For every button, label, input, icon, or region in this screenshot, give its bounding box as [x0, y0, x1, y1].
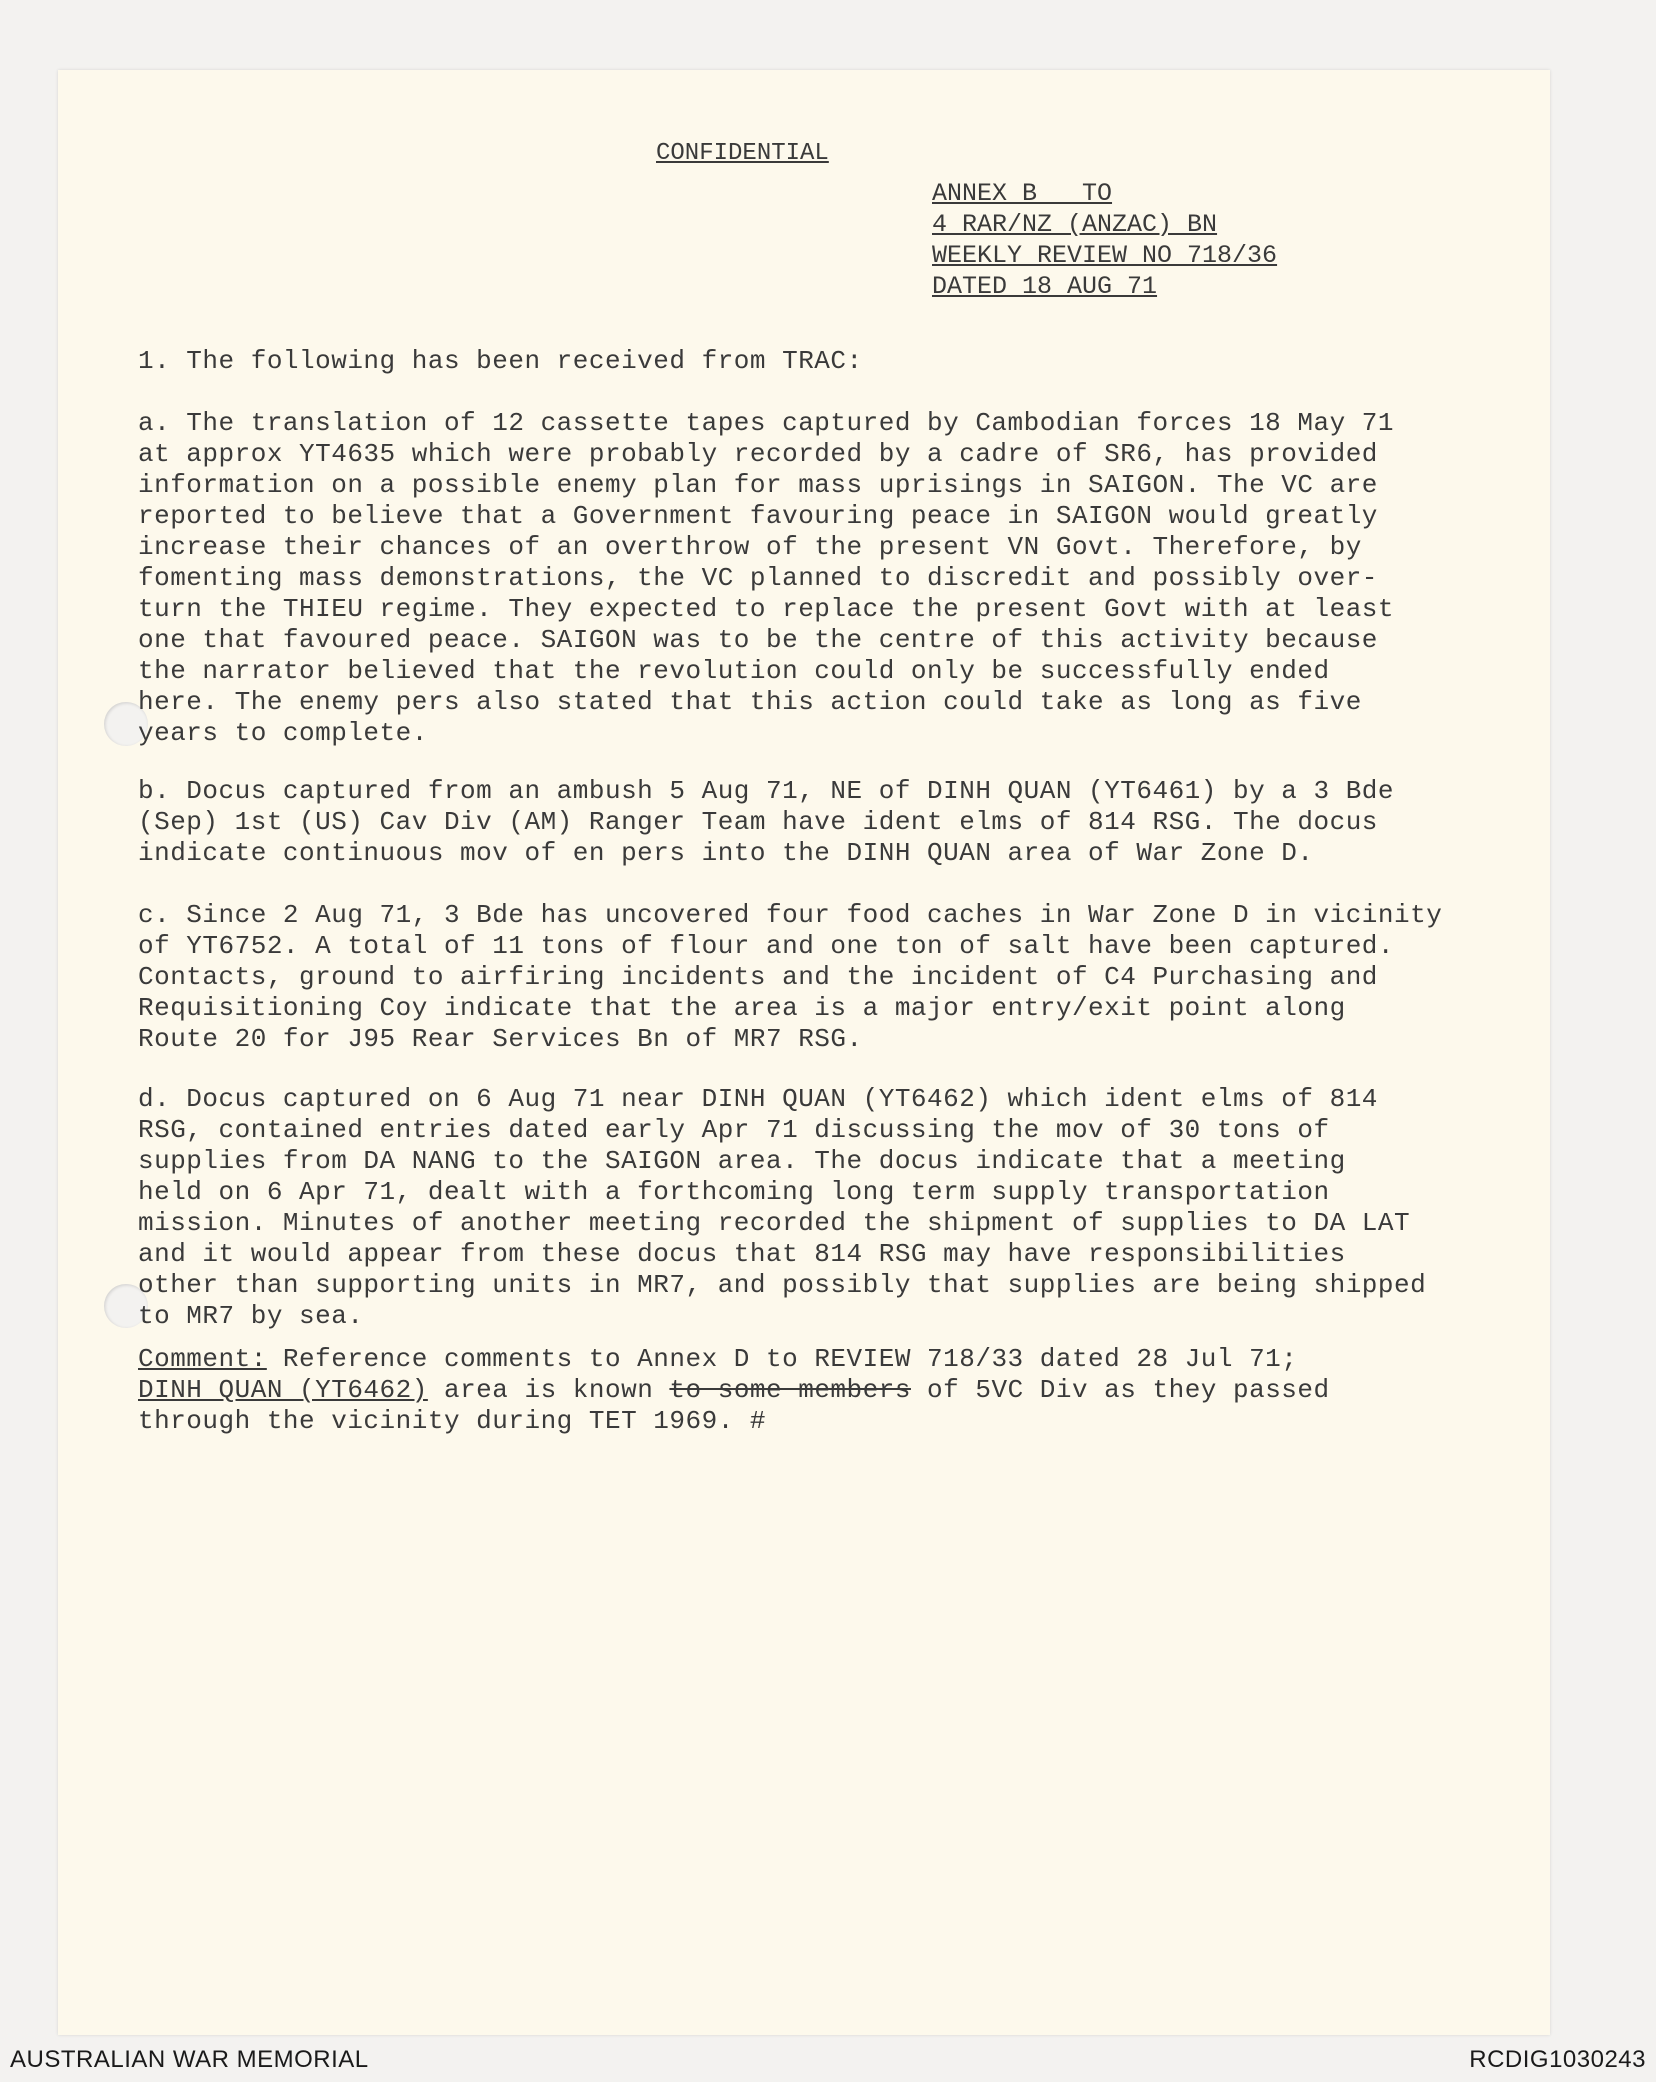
text-line: turn the THIEU regime. They expected to replace the present Govt with at least: [138, 594, 1394, 624]
comment-line: [138, 1344, 1330, 1375]
text-line: of YT6752. A total of 11 tons of flour and one ton of salt have been captured.: [138, 931, 1394, 961]
paragraph-c: [138, 900, 1442, 1055]
text-line: one that favoured peace. SAIGON was to be the centre of this activity because: [138, 625, 1378, 655]
comment-label: Comment:: [138, 1344, 267, 1374]
comment-line: [138, 1375, 1330, 1406]
text-line: indicate continuous mov of en pers into the DINH QUAN area of War Zone D.: [138, 838, 1314, 868]
footer-id: RCDIG1030243: [1469, 2046, 1646, 2073]
annex-line: 4 RAR/NZ (ANZAC) BN: [932, 210, 1218, 239]
text-line: mission. Minutes of another meeting recorded the shipment of supplies to DA LAT: [138, 1208, 1411, 1238]
paragraph-d: [138, 1084, 1426, 1332]
text-line: fomenting mass demonstrations, the VC planned to discredit and possibly over-: [138, 563, 1378, 593]
paragraph-b: [138, 776, 1394, 869]
annex-line: ANNEX B TO: [932, 179, 1113, 208]
text-line: Contacts, ground to airfiring incidents and the incident of C4 Purchasing and: [138, 962, 1378, 992]
text-line: increase their chances of an overthrow of the present VN Govt. Therefore, by: [138, 532, 1362, 562]
text-line: a. The translation of 12 cassette tapes captured by Cambodian forces 18 May 71: [138, 408, 1394, 438]
text-line: supplies from DA NANG to the SAIGON area. The docus indicate that a meeting: [138, 1146, 1346, 1176]
text-line: d. Docus captured on 6 Aug 71 near DINH QUAN (YT6462) which ident elms of 814: [138, 1084, 1378, 1114]
text-line: years to complete.: [138, 718, 428, 748]
text-line: and it would appear from these docus that 814 RSG may have responsibilities: [138, 1239, 1346, 1269]
comment-text: of 5VC Div as they passed: [910, 1375, 1330, 1405]
text-line: c. Since 2 Aug 71, 3 Bde has uncovered four food caches in War Zone D in vicinity: [138, 900, 1443, 930]
text-line: information on a possible enemy plan for mass uprisings in SAIGON. The VC are: [138, 470, 1378, 500]
annex-reference-block: [932, 178, 1277, 302]
footer-source: AUSTRALIAN WAR MEMORIAL: [10, 2046, 369, 2073]
text-line: RSG, contained entries dated early Apr 71 discussing the mov of 30 tons of: [138, 1115, 1330, 1145]
struck-through-text: to some members: [669, 1375, 911, 1405]
annex-line: DATED 18 AUG 71: [932, 272, 1158, 301]
text-line: Requisitioning Coy indicate that the area is a major entry/exit point along: [138, 993, 1346, 1023]
text-line: (Sep) 1st (US) Cav Div (AM) Ranger Team have ident elms of 814 RSG. The docus: [138, 807, 1378, 837]
text-line: held on 6 Apr 71, dealt with a forthcoming long term supply transportation: [138, 1177, 1330, 1207]
comment-line: through the vicinity during TET 1969. #: [138, 1406, 766, 1436]
comment-text: area is known: [427, 1375, 670, 1405]
text-line: here. The enemy pers also stated that this action could take as long as five: [138, 687, 1362, 717]
text-line: Route 20 for J95 Rear Services Bn of MR7 RSG.: [138, 1024, 863, 1054]
text-line: reported to believe that a Government favouring peace in SAIGON would greatly: [138, 501, 1378, 531]
text-line: b. Docus captured from an ambush 5 Aug 71, NE of DINH QUAN (YT6461) by a 3 Bde: [138, 776, 1394, 806]
text-line: to MR7 by sea.: [138, 1301, 364, 1331]
comment-text: Reference comments to Annex D to REVIEW 718/33 dated 28 Jul 71;: [266, 1344, 1298, 1374]
annex-line: WEEKLY REVIEW NO 718/36: [932, 241, 1278, 270]
classification-heading: CONFIDENTIAL: [656, 140, 829, 167]
comment-block: [138, 1344, 1330, 1437]
location-underlined: DINH QUAN (YT6462): [138, 1375, 428, 1405]
text-line: other than supporting units in MR7, and possibly that supplies are being shipped: [138, 1270, 1427, 1300]
text-line: at approx YT4635 which were probably recorded by a cadre of SR6, has provided: [138, 439, 1378, 469]
intro-line: 1. The following has been received from TRAC:: [138, 346, 863, 376]
text-line: the narrator believed that the revolution could only be successfully ended: [138, 656, 1330, 686]
paragraph-a: [138, 408, 1394, 749]
